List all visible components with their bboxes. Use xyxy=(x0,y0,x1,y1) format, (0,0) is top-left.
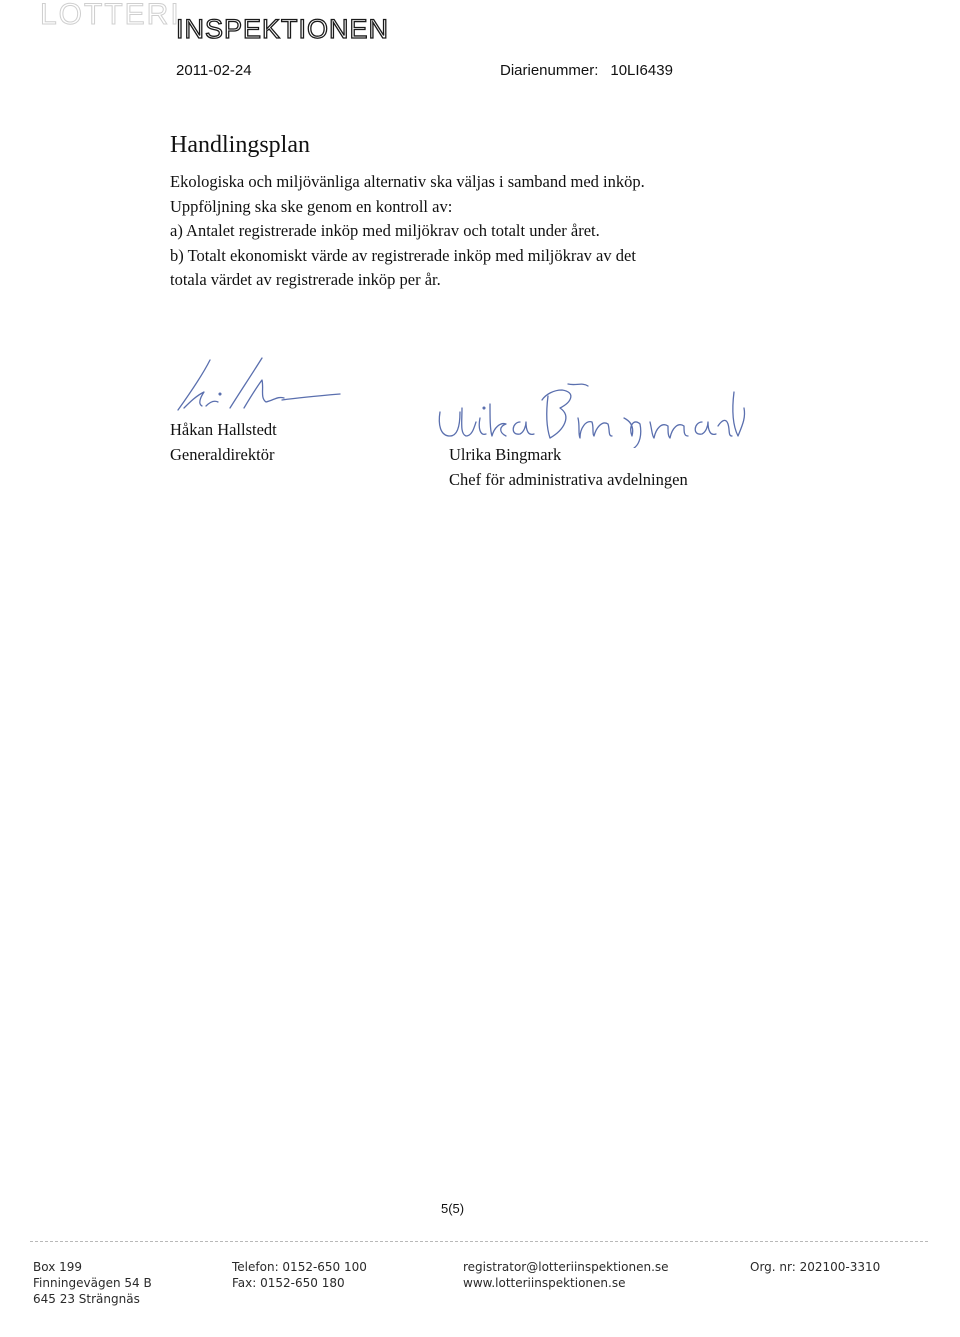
footer-line: Telefon: 0152-650 100 xyxy=(232,1260,367,1274)
page-number: 5(5) xyxy=(441,1201,465,1216)
diary-number-block xyxy=(500,62,673,79)
footer-line: Fax: 0152-650 180 xyxy=(232,1276,345,1290)
signer-block-2 xyxy=(449,443,688,492)
signer-title: Generaldirektör xyxy=(170,444,275,464)
footer-address xyxy=(33,1259,152,1307)
footer-email[interactable]: registrator@lotteriinspektionen.se xyxy=(463,1260,669,1274)
diary-number: 10LI6439 xyxy=(610,62,673,79)
page-title: Handlingsplan xyxy=(170,132,310,158)
signature-hakan-hallstedt xyxy=(170,352,350,418)
footer-line: Box 199 xyxy=(33,1260,83,1274)
signer-name: Håkan Hallstedt xyxy=(170,420,277,439)
signer-name: Ulrika Bingmark xyxy=(449,445,562,464)
footer-org-number xyxy=(750,1259,880,1275)
signature-ulrika-bingmark xyxy=(428,378,748,448)
diary-label: Diarienummer: xyxy=(500,62,599,79)
logo-outline-text: LOTTERI xyxy=(40,0,181,31)
body-line: b) Totalt ekonomiskt värde av registrerade inköp med miljökrav av det xyxy=(170,245,636,265)
body-line: a) Antalet registrerade inköp med miljökrav och totalt under året. xyxy=(170,221,600,240)
body-line: totala värdet av registrerade inköp per år. xyxy=(170,270,441,289)
footer-line: Finningevägen 54 B xyxy=(33,1276,152,1290)
footer-divider xyxy=(30,1241,928,1242)
signer-block-1 xyxy=(170,418,277,467)
body-line: Uppföljning ska ske genom en kontroll av: xyxy=(170,196,453,216)
document-date: 2011-02-24 xyxy=(176,62,252,79)
footer-phone xyxy=(232,1259,367,1291)
footer-line: 645 23 Strängnäs xyxy=(33,1292,140,1306)
footer-line: Org. nr: 202100-3310 xyxy=(750,1260,881,1274)
body-text xyxy=(170,170,770,293)
logo-inspektionen: INSPEKTIONEN xyxy=(176,14,390,44)
signer-title: Chef för administrativa avdelningen xyxy=(449,469,688,489)
footer-website-link[interactable]: www.lotteriinspektionen.se xyxy=(463,1276,626,1290)
body-line: Ekologiska och miljövänliga alternativ ska väljas i samband med inköp. xyxy=(170,172,645,191)
footer-web xyxy=(463,1259,669,1291)
